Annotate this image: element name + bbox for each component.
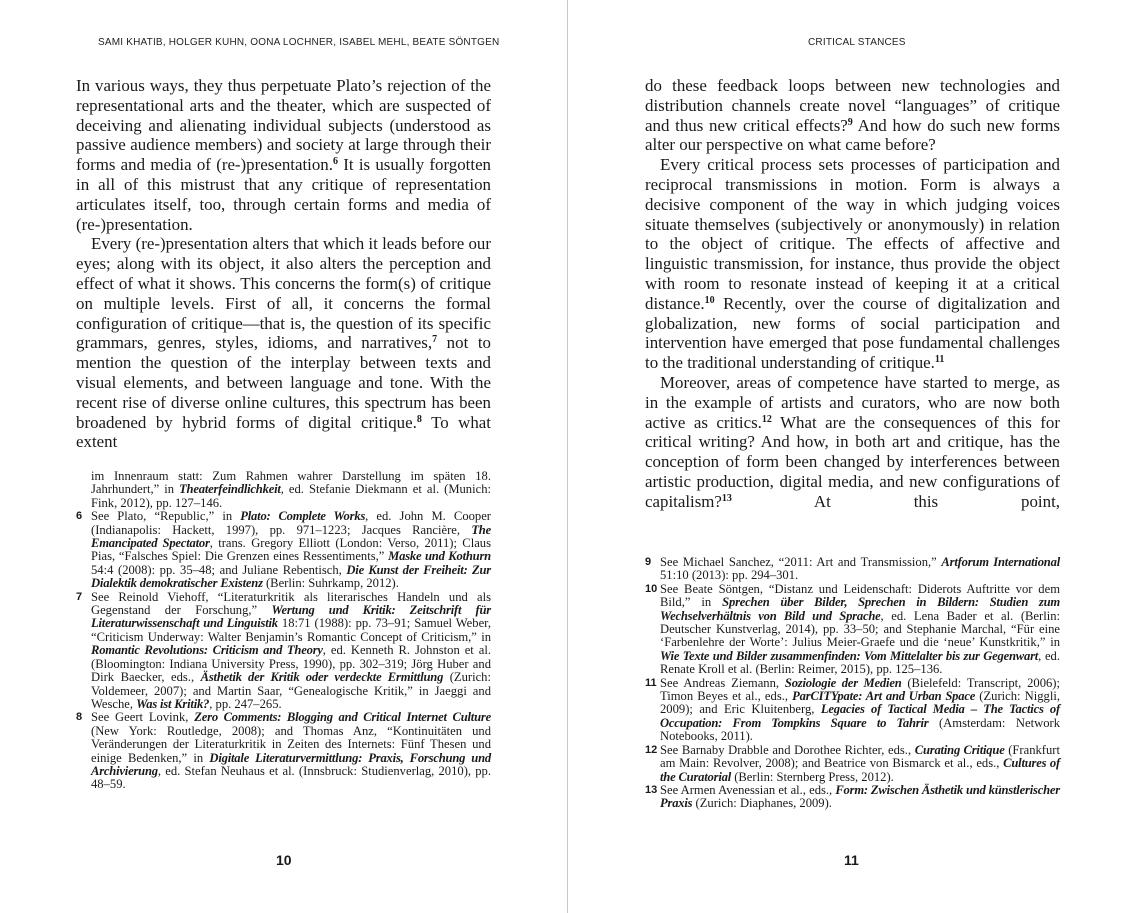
text-run: (Zurich: Diaphanes, 2009). xyxy=(692,796,832,811)
footnote-reference[interactable]: 13 xyxy=(721,492,732,504)
text-run: See Beate Söntgen, “Distanz und Leidenschaft: Diderots Auftritte vor dem Bild,” in xyxy=(660,581,1060,610)
footnote-number: 13 xyxy=(645,783,658,796)
text-run: (Amsterdam: Network Notebooks, 2011). xyxy=(660,715,1060,744)
footnote-reference[interactable]: 11 xyxy=(934,354,945,366)
text-run: It is usually forgotten in all of this mistrust that any critique of representation articulates itself, too, through certain forms and media of (re-)presentation. xyxy=(76,155,492,234)
text-run: , ed. Lena Bader et al. (Berlin: Deutscher Kunstverlag, 2014), pp. 33–50; and Stephanie Marchal, “Für eine ‘Farbenlehre der Worte’: Julius Meier-Graefe und die ‘neue’ Kunstkritik,” in xyxy=(660,608,1060,650)
text-run: See Reinold Viehoff, “Literaturkritik als literarisches Handeln und als Gegenstand der Forschung,” xyxy=(91,589,491,618)
italic-title: Wie Texte und Bilder zusammenfinden: Vom Mittelalter bis zur Gegenwart xyxy=(660,648,1039,663)
italic-title: Legacies of Tactical Media – The Tactics of Occupation: From Tompkins Square to Tahrir xyxy=(660,702,1060,730)
text-run: (New York: Routledge, 2008); and Thomas Anz, “Kontinuitäten und Veränderungen der Literaturkritik in Zeiten des Internets: Fünf Thesen und einige Bedenken,” in xyxy=(91,723,491,765)
text-run: , ed. Stefan Neuhaus et al. (Innsbruck: Studienverlag, 2010), pp. 48–59. xyxy=(91,763,491,792)
text-run: , ed. Renate Kroll et al. (Berlin: Reimer, 2015), pp. 125–136. xyxy=(660,648,1060,677)
text-run: See Barnaby Drabble and Dorothee Richter, eds., xyxy=(660,742,915,757)
italic-title: Sprechen über Bilder, Sprechen in Bildern: Studien zum Wechselverhältnis von Bild und Sprache xyxy=(660,595,1060,623)
text-run: , ed. Stefanie Diekmann et al. (Munich: Fink, 2012), pp. 127–146. xyxy=(91,482,491,510)
italic-title: Theaterfeindlichkeit xyxy=(179,482,281,497)
text-run: 51:10 (2013): pp. 294–301. xyxy=(660,568,799,583)
text-run: See Armen Avenessian et al., eds., xyxy=(660,782,836,797)
footnote-number: 6 xyxy=(76,510,83,523)
page-number: 10 xyxy=(276,852,292,868)
left-page xyxy=(0,0,567,913)
footnote xyxy=(76,470,491,510)
text-run: Recently, over the course of digitalization and globalization, new forms of social participation and intervention have emerged that pose fundamental challenges to the traditional understanding of critique. xyxy=(645,293,1060,373)
italic-title: Curating Critique xyxy=(914,742,1005,757)
footnote-number: 12 xyxy=(645,743,658,756)
text-run: (Berlin: Sternberg Press, 2012). xyxy=(731,769,894,784)
paragraph xyxy=(645,373,1060,512)
text-run: In various ways, they thus perpetuate Plato’s rejection of the representational arts and the theater, which are suspected of deceiving and alienating individual subjects (understood as passive audience members) and society at large through their forms and media of (re-)presentation. xyxy=(76,76,491,175)
text-run: do these feedback loops between new technologies and distribution channels create novel “languages” of critique and thus new critical effects? xyxy=(645,76,1060,135)
paragraph xyxy=(76,76,491,234)
text-run: See Geert Lovink, xyxy=(91,710,195,725)
text-run: im Innenraum statt: Zum Rahmen wahrer Darstellung im späten 18. Jahrhundert,” in xyxy=(91,469,491,497)
footnotes xyxy=(76,470,491,792)
text-run: Every critical process sets processes of participation and reciprocal transmissions in motion. Form is always a decisive component of the way in which judging voices situate themselves (subjectively or anonymously) in relation to the object of critique. The effects of affective and linguistic transmission, for instance, thus provide the object with room to resonate instead of keeping it at a critical distance. xyxy=(645,155,1060,313)
text-run: What are the consequences of this for critical writing? And how, in both art and critique, has the conception of form been changed by interferences between artistic production, digital media, and new configurations of capitalism? xyxy=(645,412,1060,511)
text-run: , pp. 247–265. xyxy=(209,696,282,711)
footnote-reference[interactable]: 10 xyxy=(704,294,715,306)
footnote xyxy=(76,510,491,590)
italic-title: Romantic Revolutions: Criticism and Theory xyxy=(91,643,323,658)
body-text xyxy=(76,76,491,452)
text-run: And how do such new forms alter our perspective on what came before? xyxy=(645,115,1060,155)
italic-title: Zero Comments: Blogging and Critical Internet Culture xyxy=(194,710,491,725)
text-run: , ed. Kenneth R. Johnston et al. (Bloomington: Indiana University Press, 1990), pp. 302–319; Jörg Huber and Dirk Baecker, eds., xyxy=(91,643,491,685)
footnote xyxy=(645,556,1060,583)
italic-title: Wertung und Kritik: Zeitschrift für Literaturwissenschaft und Linguistik xyxy=(91,603,491,631)
footnote-number: 10 xyxy=(645,582,658,595)
italic-title: Artforum International xyxy=(941,555,1060,569)
italic-title: Ästhetik der Kritik oder verdeckte Ermittlung xyxy=(200,670,444,685)
footnote xyxy=(76,711,491,791)
footnote xyxy=(645,583,1060,677)
text-run: To what extent xyxy=(76,412,491,452)
footnote-reference[interactable]: 7 xyxy=(432,334,438,346)
italic-title: Plato: Complete Works xyxy=(240,509,366,524)
footnote xyxy=(645,677,1060,744)
text-run: , ed. John M. Cooper (Indianapolis: Hackett, 1997), pp. 971–1223; Jacques Rancière, xyxy=(91,509,491,537)
italic-title: Cultures of the Curatorial xyxy=(660,756,1060,784)
italic-title: Was ist Kritik? xyxy=(136,696,210,711)
footnotes xyxy=(645,556,1060,811)
paragraph xyxy=(645,155,1060,373)
text-run: See Andreas Ziemann, xyxy=(660,675,785,690)
italic-title: Form: Zwischen Ästhetik und künstlerischer Praxis xyxy=(660,782,1060,811)
text-run: not to mention the question of the interplay between texts and visual elements, and between language and tone. With the recent rise of diverse online cultures, this spectrum has been broadened by hybrid forms of digital critique. xyxy=(76,333,491,432)
text-run: Every (re-)presentation alters that which it leads before our eyes; along with its object, it also alters the perception and effect of what it shows. This concerns the form(s) of critique on multiple levels. First of all, it concerns the formal configuration of critique—that is, the question of its specific grammars, genres, styles, idioms, and narratives, xyxy=(76,234,491,353)
footnote-number: 8 xyxy=(76,711,83,724)
italic-title: Digitale Literaturvermittlung: Praxis, Forschung und Archivierung xyxy=(91,750,491,778)
italic-title: ParCITYpate: Art and Urban Space xyxy=(792,689,976,704)
footnote-reference[interactable]: 8 xyxy=(416,413,422,425)
running-head-title: CRITICAL STANCES xyxy=(808,37,906,48)
italic-title: Maske und Kothurn xyxy=(388,549,491,564)
footnote-reference[interactable]: 12 xyxy=(761,413,772,425)
footnote-reference[interactable]: 6 xyxy=(332,156,338,168)
footnote xyxy=(645,744,1060,784)
footnote-number: 7 xyxy=(76,590,83,603)
text-run: Moreover, areas of competence have started to merge, as in the example of artists and curators, who are now both active as critics. xyxy=(645,372,1060,432)
paragraph xyxy=(76,234,491,452)
footnote-reference[interactable]: 9 xyxy=(847,116,853,128)
text-run: (Bielefeld: Transcript, 2006); Timon Beyes et al., eds., xyxy=(660,675,1060,704)
footnote-number: 11 xyxy=(645,676,657,689)
footnote xyxy=(645,784,1060,811)
text-run: (Berlin: Suhrkamp, 2012). xyxy=(262,576,399,591)
text-run: (Zurich: Niggli, 2009); and Eric Kluitenberg, xyxy=(660,689,1060,717)
italic-title: The Emancipated Spectator xyxy=(91,522,491,551)
text-run: 54:4 (2008): pp. 35–48; and Juliane Rebentisch, xyxy=(91,562,347,577)
footnote-number: 9 xyxy=(645,556,652,568)
running-head-authors: SAMI KHATIB, HOLGER KUHN, OONA LOCHNER, ISABEL MEHL, BEATE SÖNTGEN xyxy=(98,37,500,48)
text-run: 18:71 (1988): pp. 73–91; Samuel Weber, “Criticism Underway: Walter Benjamin’s Romantic Concept of Criticism,” in xyxy=(91,616,491,644)
text-run: (Frankfurt am Main: Revolver, 2008); and Beatrice von Bismarck et al., eds., xyxy=(660,742,1060,771)
italic-title: Die Kunst der Freiheit: Zur Dialektik demokratischer Existenz xyxy=(91,562,491,591)
italic-title: Soziologie der Medien xyxy=(784,675,902,690)
text-run: See Michael Sanchez, “2011: Art and Transmission,” xyxy=(660,555,942,569)
footnote xyxy=(76,591,491,712)
text-run: (Zurich: Voldemeer, 2007); and Martin Saar, “Genealogische Kritik,” in Jaeggi and Wesche, xyxy=(91,670,491,711)
text-run: , trans. Gregory Elliott (London: Verso, 2011); Claus Pias, “Falsches Spiel: Die Grenzen eines Ressentiments,” xyxy=(91,536,491,564)
text-run: See Plato, “Republic,” in xyxy=(91,509,241,524)
text-run: At this point, xyxy=(731,491,1060,511)
page-number: 11 xyxy=(844,852,859,868)
body-text xyxy=(645,76,1060,512)
right-page xyxy=(568,0,1135,913)
paragraph xyxy=(645,76,1060,155)
